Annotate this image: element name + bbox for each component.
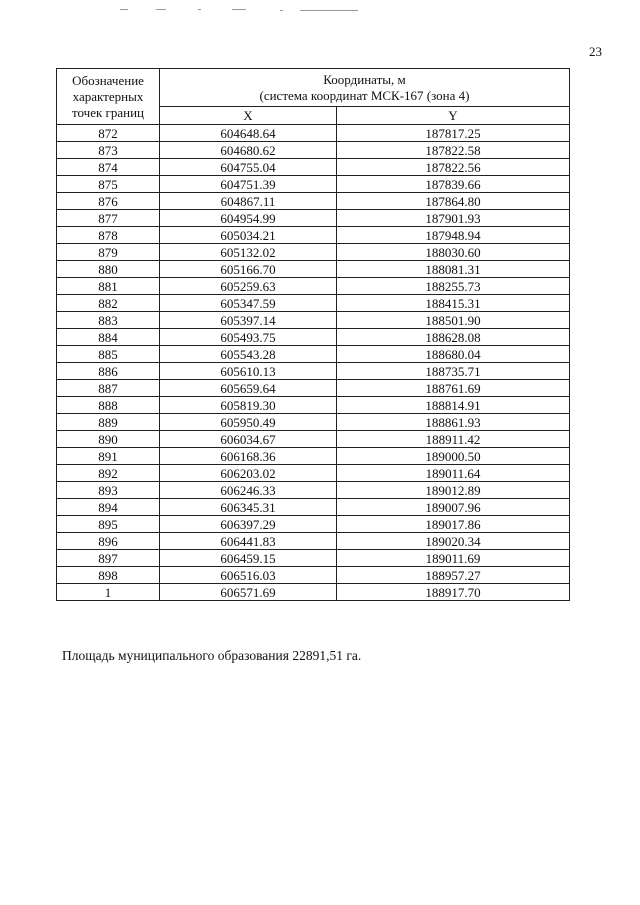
y-coordinate-cell: 189011.64 <box>337 465 570 482</box>
x-coordinate-cell: 606397.29 <box>160 516 337 533</box>
y-coordinate-cell: 188081.31 <box>337 261 570 278</box>
point-cell: 878 <box>57 227 160 244</box>
table-row <box>57 210 570 227</box>
y-coordinate-cell: 187948.94 <box>337 227 570 244</box>
point-cell: 877 <box>57 210 160 227</box>
y-coordinate-cell: 188415.31 <box>337 295 570 312</box>
table-row <box>57 295 570 312</box>
x-coordinate-cell: 606034.67 <box>160 431 337 448</box>
y-coordinate-cell: 188861.93 <box>337 414 570 431</box>
y-coordinate-cell: 188030.60 <box>337 244 570 261</box>
table-row <box>57 312 570 329</box>
point-cell: 881 <box>57 278 160 295</box>
y-coordinate-cell: 189012.89 <box>337 482 570 499</box>
table-row <box>57 159 570 176</box>
point-cell: 897 <box>57 550 160 567</box>
y-coordinate-cell: 188814.91 <box>337 397 570 414</box>
x-coordinate-cell: 605543.28 <box>160 346 337 363</box>
point-cell: 886 <box>57 363 160 380</box>
x-coordinate-cell: 604755.04 <box>160 159 337 176</box>
page-number: 23 <box>589 44 602 59</box>
table-row <box>57 414 570 431</box>
point-cell: 876 <box>57 193 160 210</box>
point-cell: 879 <box>57 244 160 261</box>
table-row <box>57 431 570 448</box>
point-cell: 884 <box>57 329 160 346</box>
point-cell: 898 <box>57 567 160 584</box>
y-coordinate-cell: 187839.66 <box>337 176 570 193</box>
y-coordinate-cell: 187901.93 <box>337 210 570 227</box>
y-coordinate-cell: 187864.80 <box>337 193 570 210</box>
coordinates-title: Координаты, м <box>323 71 406 87</box>
y-coordinate-cell: 188255.73 <box>337 278 570 295</box>
point-cell: 885 <box>57 346 160 363</box>
point-header-line-1: Обозначение <box>72 73 144 88</box>
y-coordinate-cell: 189020.34 <box>337 533 570 550</box>
table-row <box>57 448 570 465</box>
y-column-header: Y <box>337 107 570 125</box>
x-coordinate-cell: 606516.03 <box>160 567 337 584</box>
table-row <box>57 329 570 346</box>
table-row <box>57 261 570 278</box>
x-coordinate-cell: 605397.14 <box>160 312 337 329</box>
point-cell: 889 <box>57 414 160 431</box>
y-coordinate-cell: 188501.90 <box>337 312 570 329</box>
x-coordinate-cell: 604680.62 <box>160 142 337 159</box>
table-row <box>57 380 570 397</box>
table-row <box>57 516 570 533</box>
table-row <box>57 125 570 142</box>
point-cell: 1 <box>57 584 160 601</box>
point-cell: 872 <box>57 125 160 142</box>
coordinates-subtitle: (система координат МСК-167 (зона 4) <box>259 87 470 103</box>
table-row <box>57 465 570 482</box>
y-coordinate-cell: 188680.04 <box>337 346 570 363</box>
point-cell: 874 <box>57 159 160 176</box>
x-coordinate-cell: 604954.99 <box>160 210 337 227</box>
x-coordinate-cell: 605819.30 <box>160 397 337 414</box>
table-row <box>57 244 570 261</box>
coordinates-header <box>160 69 570 107</box>
x-coordinate-cell: 605132.02 <box>160 244 337 261</box>
point-cell: 892 <box>57 465 160 482</box>
y-coordinate-cell: 188628.08 <box>337 329 570 346</box>
point-cell: 893 <box>57 482 160 499</box>
x-coordinate-cell: 606168.36 <box>160 448 337 465</box>
scan-artifact-marks <box>120 6 370 12</box>
point-designation-header <box>57 69 160 125</box>
point-cell: 888 <box>57 397 160 414</box>
table-row <box>57 584 570 601</box>
x-coordinate-cell: 605166.70 <box>160 261 337 278</box>
y-coordinate-cell: 188735.71 <box>337 363 570 380</box>
x-coordinate-cell: 606571.69 <box>160 584 337 601</box>
table-row <box>57 176 570 193</box>
point-header-line-3: точек границ <box>71 105 145 120</box>
table-row <box>57 567 570 584</box>
point-cell: 883 <box>57 312 160 329</box>
x-coordinate-cell: 605493.75 <box>160 329 337 346</box>
table-row <box>57 397 570 414</box>
table-row <box>57 227 570 244</box>
point-header-line-2: характерных <box>72 89 144 104</box>
x-coordinate-cell: 605347.59 <box>160 295 337 312</box>
table-row <box>57 482 570 499</box>
x-coordinate-cell: 605610.13 <box>160 363 337 380</box>
point-cell: 891 <box>57 448 160 465</box>
x-coordinate-cell: 604648.64 <box>160 125 337 142</box>
area-note: Площадь муниципального образования 22891,51 га. <box>62 648 362 663</box>
table-row <box>57 278 570 295</box>
coordinates-table-body <box>57 125 570 601</box>
y-coordinate-cell: 187817.25 <box>337 125 570 142</box>
point-cell: 880 <box>57 261 160 278</box>
table-row <box>57 550 570 567</box>
y-coordinate-cell: 188957.27 <box>337 567 570 584</box>
table-row <box>57 499 570 516</box>
x-column-header: X <box>160 107 337 125</box>
point-cell: 887 <box>57 380 160 397</box>
x-coordinate-cell: 604751.39 <box>160 176 337 193</box>
coordinates-table <box>56 68 570 601</box>
y-coordinate-cell: 187822.56 <box>337 159 570 176</box>
point-cell: 882 <box>57 295 160 312</box>
x-coordinate-cell: 605659.64 <box>160 380 337 397</box>
point-cell: 875 <box>57 176 160 193</box>
x-coordinate-cell: 606246.33 <box>160 482 337 499</box>
x-coordinate-cell: 606459.15 <box>160 550 337 567</box>
x-coordinate-cell: 606345.31 <box>160 499 337 516</box>
y-coordinate-cell: 188761.69 <box>337 380 570 397</box>
x-coordinate-cell: 604867.11 <box>160 193 337 210</box>
y-coordinate-cell: 189007.96 <box>337 499 570 516</box>
table-row <box>57 142 570 159</box>
table-row <box>57 346 570 363</box>
x-coordinate-cell: 606203.02 <box>160 465 337 482</box>
y-coordinate-cell: 189000.50 <box>337 448 570 465</box>
point-cell: 896 <box>57 533 160 550</box>
table-row <box>57 363 570 380</box>
point-cell: 895 <box>57 516 160 533</box>
y-coordinate-cell: 188917.70 <box>337 584 570 601</box>
y-coordinate-cell: 189011.69 <box>337 550 570 567</box>
point-cell: 890 <box>57 431 160 448</box>
y-coordinate-cell: 188911.42 <box>337 431 570 448</box>
table-row <box>57 193 570 210</box>
x-coordinate-cell: 605950.49 <box>160 414 337 431</box>
y-coordinate-cell: 189017.86 <box>337 516 570 533</box>
table-header-row <box>57 69 570 107</box>
point-cell: 873 <box>57 142 160 159</box>
point-cell: 894 <box>57 499 160 516</box>
x-coordinate-cell: 605259.63 <box>160 278 337 295</box>
table-row <box>57 533 570 550</box>
x-coordinate-cell: 606441.83 <box>160 533 337 550</box>
x-coordinate-cell: 605034.21 <box>160 227 337 244</box>
y-coordinate-cell: 187822.58 <box>337 142 570 159</box>
